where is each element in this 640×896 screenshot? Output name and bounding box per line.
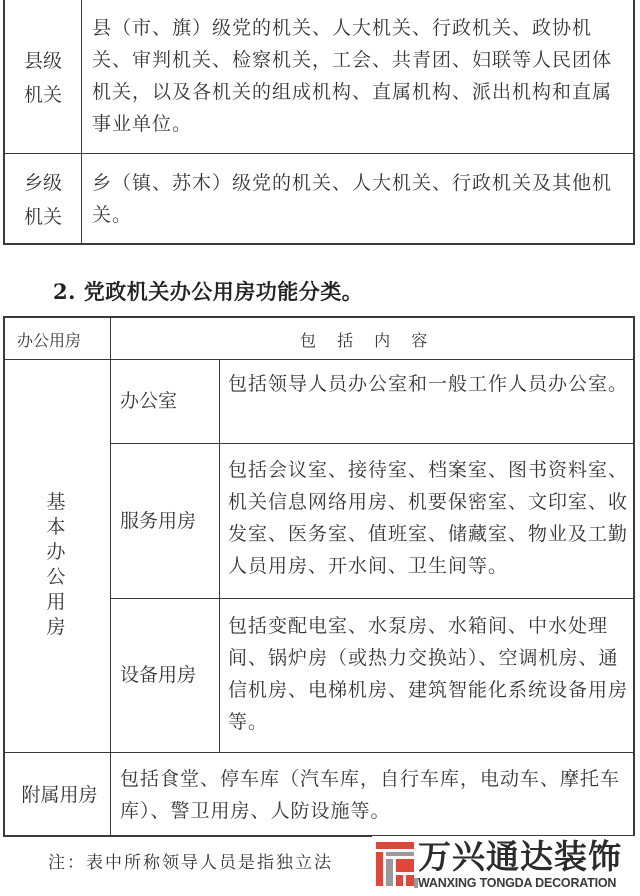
row-content-service: 包括会议室、接待室、档案室、图书资料室、机关信息网络用房、机要保密室、文印室、收发室、医务室、值班室、储藏室、物业及工勤人员用房、开水间、卫生间等。 [228,459,629,577]
section-heading: 2. 党政机关办公用房功能分类。 [53,279,364,304]
row-label-equipment: 设备用房 [120,664,197,686]
row-divider-office [110,443,634,444]
row-content-township: 乡（镇、苏木）级党的机关、人大机关、行政机关及其他机关。 [92,172,613,226]
logo-name-cn: 万兴通达装饰 [418,837,622,876]
table-border-left [3,0,5,245]
watermark-logo [372,836,640,896]
column-divider-1 [110,316,111,836]
header-content: 包 括 内 容 [300,331,436,350]
table-border-left [3,316,5,837]
row-content-ancillary: 包括食堂、停车库（汽车库，自行车库，电动车、摩托车库）、警卫用房、人防设施等。 [120,768,621,822]
table-border-right [633,316,635,837]
row-label-county: 县级机关 [23,50,62,106]
row-content-county: 县（市、旗）级党的机关、人大机关、行政机关、政协机关、审判机关、检察机关，工会、共青团、妇联等人民团体机关，以及各机关的组成机构、直属机构、派出机构和直属事业单位。 [92,17,613,135]
header-office-space: 办公用房 [17,331,82,350]
table-border-right [633,0,635,245]
row-content-equipment: 包括变配电室、水泵房、水箱间、中水处理间、锅炉房（或热力交换站）、空调机房、通信机房、电梯机房、建筑智能化系统设备用房等。 [228,615,629,733]
table-row-divider [3,153,635,154]
logo-name-en: WANXING TONGDA DECORATION [418,876,617,890]
column-divider-2 [219,359,220,752]
row-label-ancillary: 附属用房 [21,784,98,806]
row-divider-basic [3,752,635,753]
row-label-township: 乡级机关 [23,172,62,228]
table-border-bottom [3,243,635,245]
logo-mark-icon [376,842,414,886]
header-divider [3,359,635,360]
row-label-service: 服务用房 [120,510,197,532]
row-content-office: 包括领导人员办公室和一般工作人员办公室。 [228,373,629,395]
group-label-basic-office: 基本办公用房 [46,491,66,638]
table-column-divider [81,0,82,245]
row-label-office: 办公室 [120,390,178,412]
row-divider-service [110,598,634,599]
footnote: 注：表中所称领导人员是指独立法 [48,853,333,873]
table-border-top [3,316,635,318]
